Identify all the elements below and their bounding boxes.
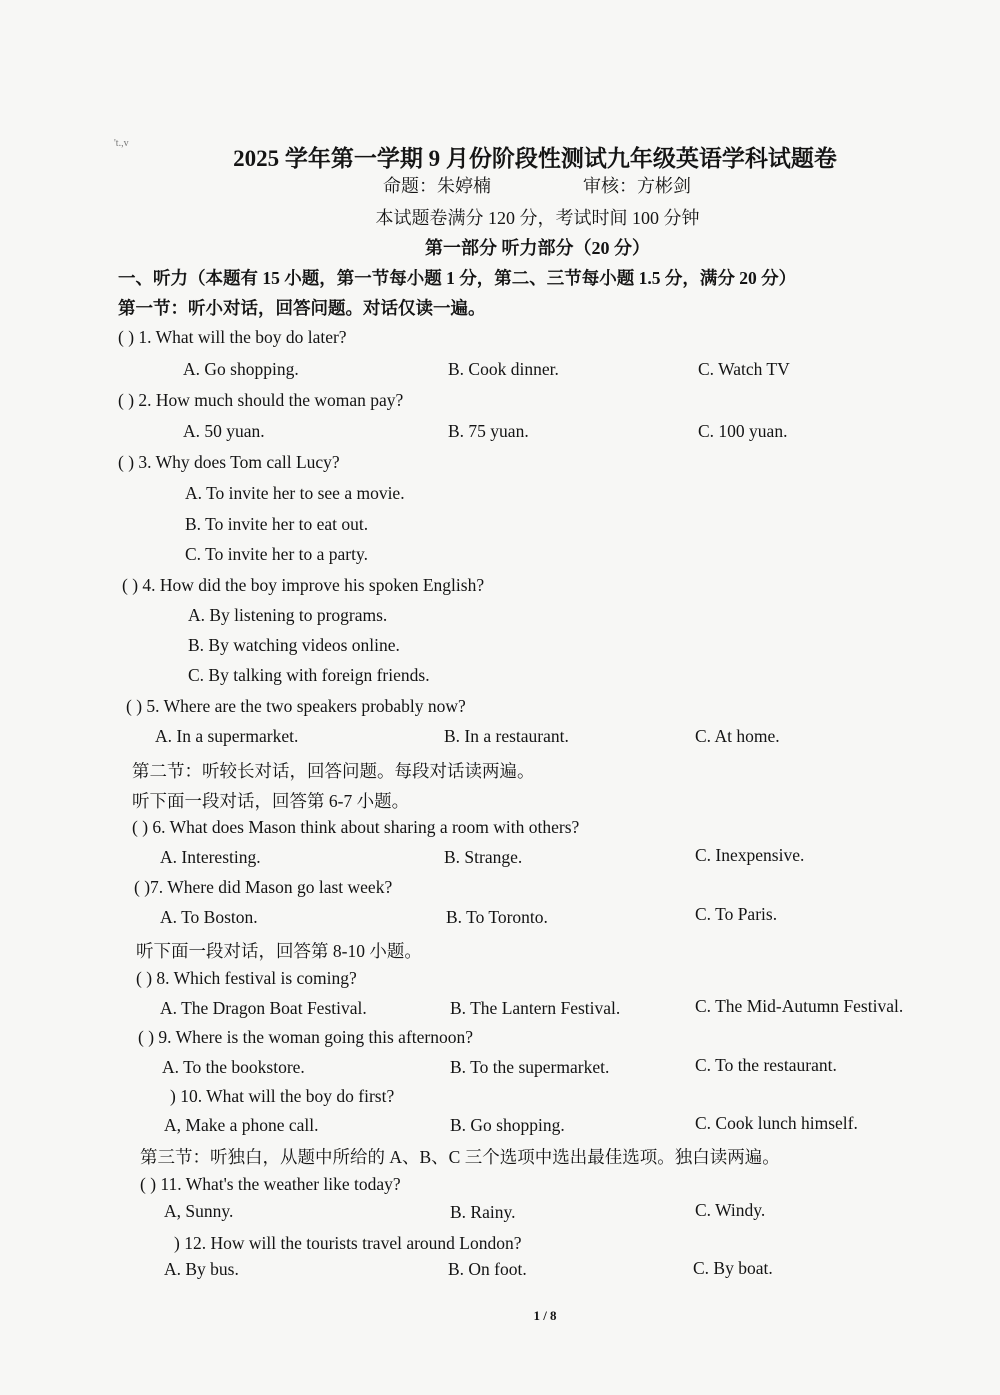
q10-option-a: A, Make a phone call. <box>164 1115 319 1135</box>
question-3: ( ) 3. Why does Tom call Lucy? <box>118 452 340 472</box>
question-2: ( ) 2. How much should the woman pay? <box>118 390 404 410</box>
q3-option-a: A. To invite her to see a movie. <box>185 483 405 503</box>
q6-option-c: C. Inexpensive. <box>695 845 805 865</box>
q2-option-b: B. 75 yuan. <box>448 421 529 441</box>
q8-option-a: A. The Dragon Boat Festival. <box>160 998 367 1018</box>
q1-option-b: B. Cook dinner. <box>448 359 559 379</box>
question-7: ( )7. Where did Mason go last week? <box>134 877 393 897</box>
page-number: 1 / 8 <box>533 1308 557 1323</box>
q9-option-b: B. To the supermarket. <box>450 1057 610 1077</box>
subsection-2-heading: 第二节：听较长对话，回答问题。每段对话读两遍。 <box>132 761 535 781</box>
q1-option-a: A. Go shopping. <box>183 359 299 379</box>
subsection-1-heading: 第一节：听小对话，回答问题。对话仅读一遍。 <box>118 298 486 318</box>
q11-option-b: B. Rainy. <box>450 1202 516 1222</box>
q10-option-b: B. Go shopping. <box>450 1115 565 1135</box>
q12-option-a: A. By bus. <box>164 1259 239 1279</box>
q11-option-a: A, Sunny. <box>164 1201 234 1221</box>
q2-option-a: A. 50 yuan. <box>183 421 265 441</box>
q4-option-a: A. By listening to programs. <box>188 605 388 625</box>
question-8: ( ) 8. Which festival is coming? <box>136 968 357 988</box>
question-12: ) 12. How will the tourists travel around London? <box>174 1233 522 1253</box>
subsection-2-note-1: 听下面一段对话，回答第 6-7 小题。 <box>132 791 410 811</box>
author-line: 命题：朱婷楠 <box>383 176 491 196</box>
q8-option-c: C. The Mid-Autumn Festival. <box>695 996 904 1016</box>
question-10: ) 10. What will the boy do first? <box>170 1086 395 1106</box>
q9-option-a: A. To the bookstore. <box>162 1057 305 1077</box>
subsection-3-heading: 第三节：听独白，从题中所给的 A、B、C 三个选项中选出最佳选项。独白读两遍。 <box>140 1147 780 1167</box>
question-1: ( ) 1. What will the boy do later? <box>118 327 347 347</box>
question-5: ( ) 5. Where are the two speakers probably now? <box>126 696 466 716</box>
q2-option-c: C. 100 yuan. <box>698 421 788 441</box>
q9-option-c: C. To the restaurant. <box>695 1055 837 1075</box>
question-9: ( ) 9. Where is the woman going this afternoon? <box>138 1027 474 1047</box>
q5-option-b: B. In a restaurant. <box>444 726 569 746</box>
subsection-2-note-2: 听下面一段对话，回答第 8-10 小题。 <box>136 941 422 961</box>
reviewer-line: 审核：方彬剑 <box>583 176 691 196</box>
q3-option-c: C. To invite her to a party. <box>185 544 368 564</box>
q6-option-b: B. Strange. <box>444 847 523 867</box>
corner-mark: 't.,v <box>114 138 129 149</box>
q5-option-c: C. At home. <box>695 726 780 746</box>
q6-option-a: A. Interesting. <box>160 847 261 867</box>
q7-option-a: A. To Boston. <box>160 907 258 927</box>
q12-option-c: C. By boat. <box>693 1258 773 1278</box>
q4-option-b: B. By watching videos online. <box>188 635 400 655</box>
q4-option-c: C. By talking with foreign friends. <box>188 665 430 685</box>
q10-option-c: C. Cook lunch himself. <box>695 1113 858 1133</box>
q8-option-b: B. The Lantern Festival. <box>450 998 621 1018</box>
q7-option-c: C. To Paris. <box>695 904 778 924</box>
page-title: 2025 学年第一学期 9 月份阶段性测试九年级英语学科试题卷 <box>233 146 837 171</box>
exam-info: 本试题卷满分 120 分，考试时间 100 分钟 <box>375 208 700 228</box>
q12-option-b: B. On foot. <box>448 1259 527 1279</box>
q5-option-a: A. In a supermarket. <box>155 726 299 746</box>
question-4: ( ) 4. How did the boy improve his spoken English? <box>122 575 485 595</box>
part-title: 第一部分 听力部分（20 分） <box>425 238 650 258</box>
question-6: ( ) 6. What does Mason think about sharing a room with others? <box>132 817 580 837</box>
q3-option-b: B. To invite her to eat out. <box>185 514 369 534</box>
q7-option-b: B. To Toronto. <box>446 907 548 927</box>
question-11: ( ) 11. What's the weather like today? <box>140 1174 401 1194</box>
q1-option-c: C. Watch TV <box>698 359 790 379</box>
q11-option-c: C. Windy. <box>695 1200 766 1220</box>
section-heading: 一、听力（本题有 15 小题，第一节每小题 1 分，第二、三节每小题 1.5 分，满分 20 分） <box>118 268 797 288</box>
